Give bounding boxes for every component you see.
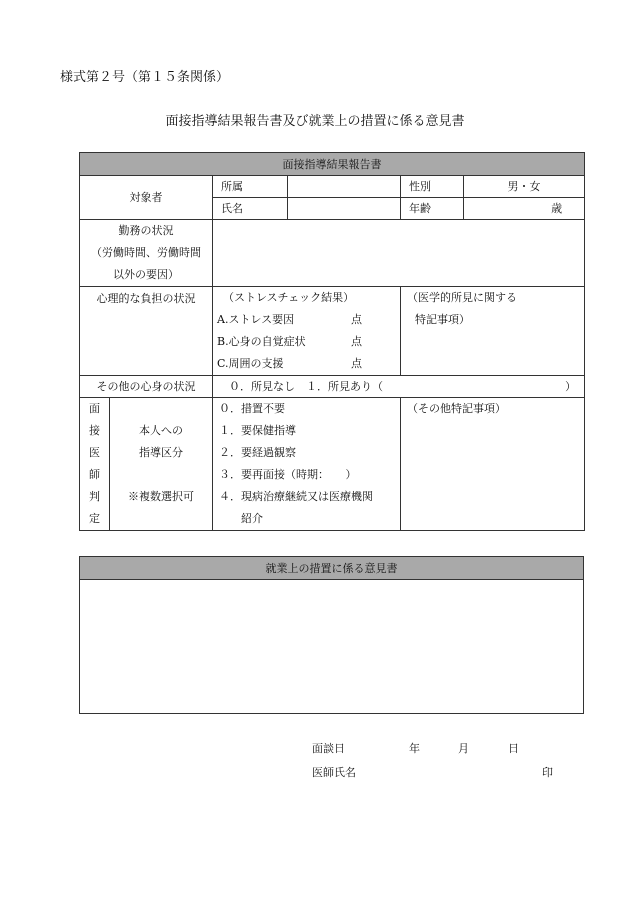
opinion-header: 就業上の措置に係る意見書: [80, 557, 584, 580]
name-field[interactable]: [288, 198, 401, 220]
work-status-line: 勤務の状況: [118, 224, 174, 237]
sex-label: 性別: [401, 176, 464, 198]
work-measures-opinion-table: [79, 556, 584, 714]
year-label: 年: [409, 742, 420, 755]
work-status-label: [80, 220, 213, 287]
guidance-option[interactable]: １．要保健指導: [219, 424, 296, 437]
medical-findings-line: （医学的所見に関する: [407, 291, 517, 304]
judge-char: 師: [89, 468, 100, 481]
symptom-row[interactable]: [213, 331, 400, 353]
psych-load-label: 心理的な負担の状況: [80, 287, 213, 376]
age-field[interactable]: 歳: [464, 198, 585, 220]
medical-findings-line: 特記事項）: [415, 313, 470, 326]
other-status-options: ０．所見なし １．所見あり（: [229, 380, 383, 393]
guidance-option-continued: 紹介: [241, 512, 263, 525]
guidance-options: [213, 398, 401, 531]
work-status-line: 以外の要因）: [113, 268, 179, 281]
support-label: C.周囲の支援: [217, 357, 284, 370]
judge-char: 医: [89, 446, 100, 459]
age-label: 年齢: [401, 198, 464, 220]
work-status-field[interactable]: [213, 220, 585, 287]
month-label: 月: [458, 742, 469, 755]
other-notes-label: （その他特記事項）: [407, 402, 506, 415]
work-status-line: （労働時間、労働時間: [91, 246, 201, 259]
symptom-unit: 点: [351, 335, 362, 348]
affiliation-field[interactable]: [288, 176, 401, 198]
guidance-option[interactable]: ２．要経過観察: [219, 446, 296, 459]
guidance-option[interactable]: ３．要再面接（時期： ）: [219, 468, 357, 481]
report-header: 面接指導結果報告書: [80, 153, 585, 176]
multi-select-note: ※複数選択可: [128, 490, 194, 503]
judge-char: 接: [89, 424, 100, 437]
form-number: 様式第２号（第１５条関係）: [60, 70, 230, 85]
stress-check-title: （ストレスチェック結果）: [223, 291, 355, 304]
symptom-label: B.心身の自覚症状: [217, 335, 306, 348]
day-label: 日: [508, 742, 519, 755]
judge-char: 判: [89, 490, 100, 503]
doctor-name-label: 医師氏名: [312, 766, 356, 779]
stress-check-cell: [213, 287, 401, 376]
other-status-field[interactable]: [213, 376, 585, 398]
judge-char: 面: [89, 402, 100, 415]
other-status-close: ）: [565, 380, 577, 393]
stress-factor-row[interactable]: [213, 309, 400, 331]
stress-factor-unit: 点: [351, 313, 362, 326]
stress-factor-label: A.ストレス要因: [217, 313, 295, 326]
guidance-category-label: [110, 398, 213, 531]
support-row[interactable]: [213, 353, 400, 375]
interview-report-table: [79, 152, 585, 531]
guidance-option[interactable]: ４．現病治療継続又は医療機関: [219, 490, 373, 503]
guidance-line: 指導区分: [139, 446, 183, 459]
medical-findings-cell[interactable]: [401, 287, 585, 376]
interview-date-label: 面談日: [312, 742, 345, 755]
other-notes-cell[interactable]: [401, 398, 585, 531]
doctor-judgement-label: [80, 398, 110, 531]
guidance-line: 本人への: [139, 424, 183, 437]
opinion-body-field[interactable]: [80, 580, 584, 714]
sex-options[interactable]: 男・女: [464, 176, 585, 198]
other-status-label: その他の心身の状況: [80, 376, 213, 398]
subject-label: 対象者: [80, 176, 213, 220]
guidance-option[interactable]: ０．措置不要: [219, 402, 285, 415]
document-title: 面接指導結果報告書及び就業上の措置に係る意見書: [165, 114, 465, 129]
seal-mark: 印: [542, 766, 553, 779]
name-label: 氏名: [213, 198, 288, 220]
support-unit: 点: [351, 357, 362, 370]
affiliation-label: 所属: [213, 176, 288, 198]
judge-char: 定: [89, 512, 100, 525]
